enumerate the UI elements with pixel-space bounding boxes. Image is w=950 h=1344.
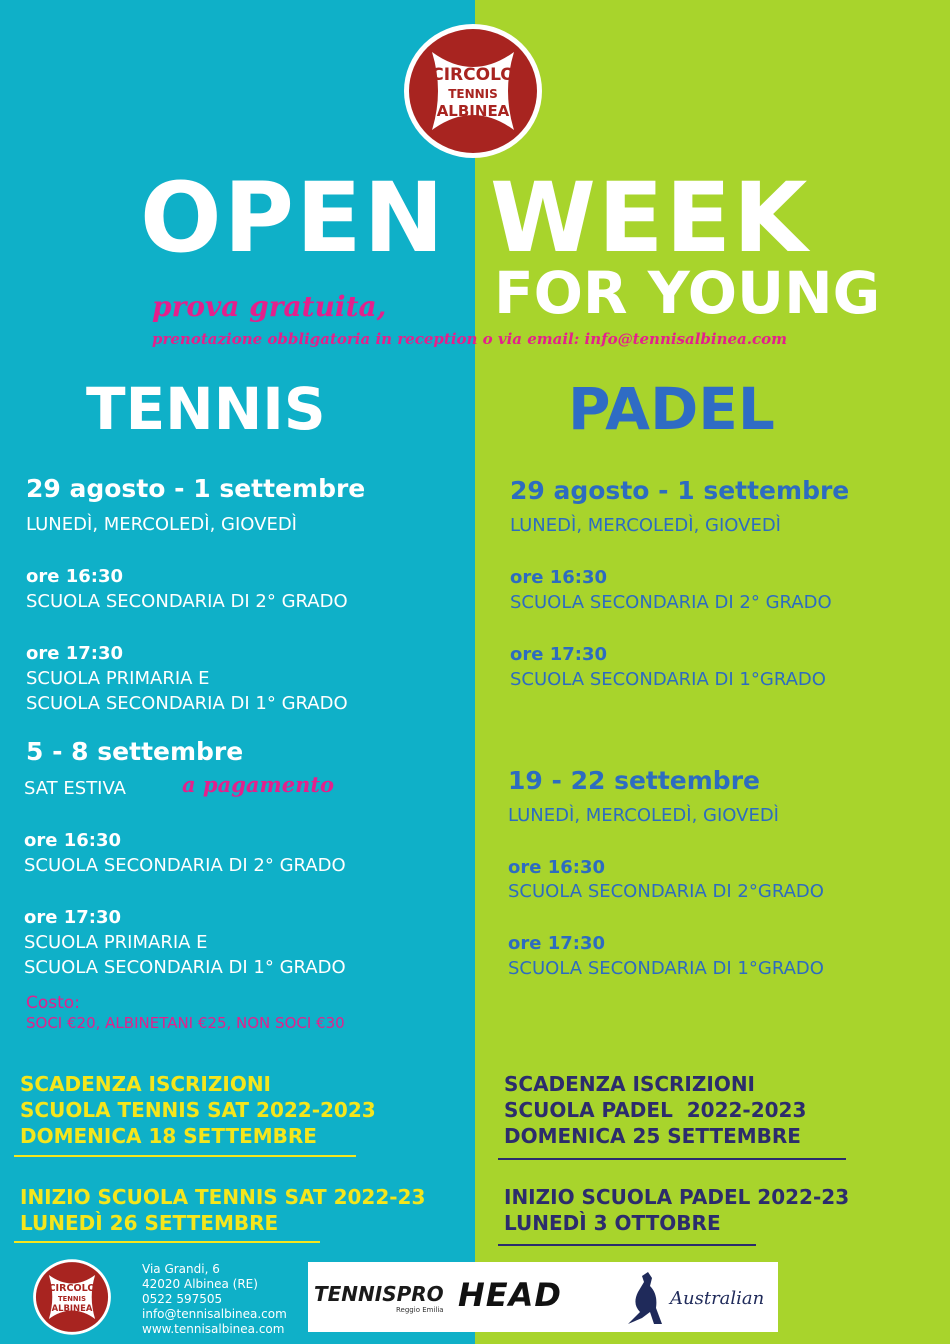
tennis-block1-time1: ore 16:30 — [26, 566, 124, 587]
padel-block2-time1: ore 16:30 — [508, 857, 606, 878]
padel-block1-desc2: SCUOLA SECONDARIA DI 1°GRADO — [510, 669, 826, 690]
padel-deadline-line3: DOMENICA 25 SETTEMBRE — [504, 1124, 801, 1148]
logo-tennis-text: TENNIS — [448, 87, 498, 101]
tennispro-logo: TENNISPRO — [314, 1282, 444, 1306]
tennis-start-underline — [14, 1241, 320, 1243]
padel-deadline-line2: SCUOLA PADEL 2022-2023 — [504, 1098, 807, 1122]
padel-block2-date: 19 - 22 settembre — [508, 766, 760, 795]
tennis-block2-days: SAT ESTIVA — [24, 778, 126, 799]
address-city: 42020 Albinea (RE) — [142, 1277, 258, 1291]
address-website[interactable]: www.tennisalbinea.com — [142, 1322, 285, 1336]
tennis-block1-desc2a: SCUOLA PRIMARIA E — [26, 668, 210, 689]
padel-start-line2: LUNEDÌ 3 OTTOBRE — [504, 1211, 721, 1235]
footer-logo-tennis-text: TENNIS — [58, 1294, 86, 1303]
padel-start-line1: INIZIO SCUOLA PADEL 2022-23 — [504, 1185, 850, 1209]
kangaroo-icon — [618, 1268, 670, 1328]
padel-block2-days: LUNEDÌ, MERCOLEDÌ, GIOVEDÌ — [508, 805, 779, 826]
tennis-deadline-line1: SCADENZA ISCRIZIONI — [20, 1072, 271, 1096]
cost-value: SOCI €20, ALBINETANI €25, NON SOCI €30 — [26, 1014, 345, 1033]
tennis-section-title: TENNIS — [86, 375, 326, 443]
tennis-deadline-line3: DOMENICA 18 SETTEMBRE — [20, 1124, 317, 1148]
tennis-block2-time2: ore 17:30 — [24, 907, 122, 928]
tennis-block2-desc1: SCUOLA SECONDARIA DI 2° GRADO — [24, 855, 346, 876]
headline-week: WEEK — [490, 162, 810, 274]
tennis-deadline-underline — [14, 1155, 356, 1157]
australian-logo: Australian — [670, 1288, 765, 1309]
tennis-start-line1: INIZIO SCUOLA TENNIS SAT 2022-23 — [20, 1185, 426, 1209]
head-logo: HEAD — [458, 1276, 562, 1314]
prova-gratuita-text: prova gratuita, — [152, 290, 387, 323]
padel-block1-desc1: SCUOLA SECONDARIA DI 2° GRADO — [510, 592, 832, 613]
footer-logo-albinea-text: ALBINEA — [51, 1303, 93, 1314]
address-phone: 0522 597505 — [142, 1292, 223, 1306]
padel-block1-time1: ore 16:30 — [510, 567, 608, 588]
padel-block1-date: 29 agosto - 1 settembre — [510, 476, 850, 505]
tennis-block1-days: LUNEDÌ, MERCOLEDÌ, GIOVEDÌ — [26, 514, 297, 535]
padel-deadline — [504, 1071, 806, 1149]
padel-deadline-line1: SCADENZA ISCRIZIONI — [504, 1072, 755, 1096]
padel-block1-time2: ore 17:30 — [510, 644, 608, 665]
tennis-block1-time2: ore 17:30 — [26, 643, 124, 664]
padel-start-underline — [498, 1244, 756, 1246]
footer-logo-circolo-text: CIRCOLO — [48, 1282, 96, 1294]
tennis-block1-date: 29 agosto - 1 settembre — [26, 474, 366, 503]
tennis-block2-date: 5 - 8 settembre — [26, 737, 244, 766]
padel-block1-days: LUNEDÌ, MERCOLEDÌ, GIOVEDÌ — [510, 515, 781, 536]
logo-albinea-text: ALBINEA — [436, 102, 510, 120]
padel-block2-time2: ore 17:30 — [508, 933, 606, 954]
sponsor-bar — [308, 1262, 778, 1332]
tennis-start — [20, 1184, 425, 1236]
headline-open: OPEN — [140, 162, 446, 274]
tennis-start-line2: LUNEDÌ 26 SETTEMBRE — [20, 1211, 279, 1235]
circolo-tennis-albinea-logo — [402, 22, 544, 160]
tennis-block1-desc1: SCUOLA SECONDARIA DI 2° GRADO — [26, 591, 348, 612]
prenotazione-text: prenotazione obbligatoria in reception o via email: info@tennisalbinea.com — [152, 330, 788, 348]
tennis-cost — [26, 992, 345, 1034]
padel-start — [504, 1184, 849, 1236]
footer-club-logo — [32, 1258, 112, 1336]
cost-label: Costo: — [26, 993, 80, 1013]
padel-deadline-underline — [498, 1158, 846, 1160]
tennis-block2-desc2a: SCUOLA PRIMARIA E — [24, 932, 208, 953]
a-pagamento-text: a pagamento — [182, 772, 335, 797]
tennis-block2-desc2b: SCUOLA SECONDARIA DI 1° GRADO — [24, 957, 346, 978]
tennispro-subtitle: Reggio Emilia — [396, 1306, 444, 1314]
padel-section-title: PADEL — [568, 375, 775, 443]
address-street: Via Grandi, 6 — [142, 1262, 220, 1276]
tennis-deadline-line2: SCUOLA TENNIS SAT 2022-2023 — [20, 1098, 376, 1122]
club-address — [142, 1262, 287, 1337]
tennis-block2-time1: ore 16:30 — [24, 830, 122, 851]
tennis-block1-desc2b: SCUOLA SECONDARIA DI 1° GRADO — [26, 693, 348, 714]
logo-circolo-text: CIRCOLO — [431, 65, 515, 85]
address-email[interactable]: info@tennisalbinea.com — [142, 1307, 287, 1321]
padel-block2-desc2: SCUOLA SECONDARIA DI 1°GRADO — [508, 958, 824, 979]
headline-for-young: FOR YOUNG — [494, 259, 881, 327]
tennis-deadline — [20, 1071, 376, 1149]
padel-block2-desc1: SCUOLA SECONDARIA DI 2°GRADO — [508, 881, 824, 902]
